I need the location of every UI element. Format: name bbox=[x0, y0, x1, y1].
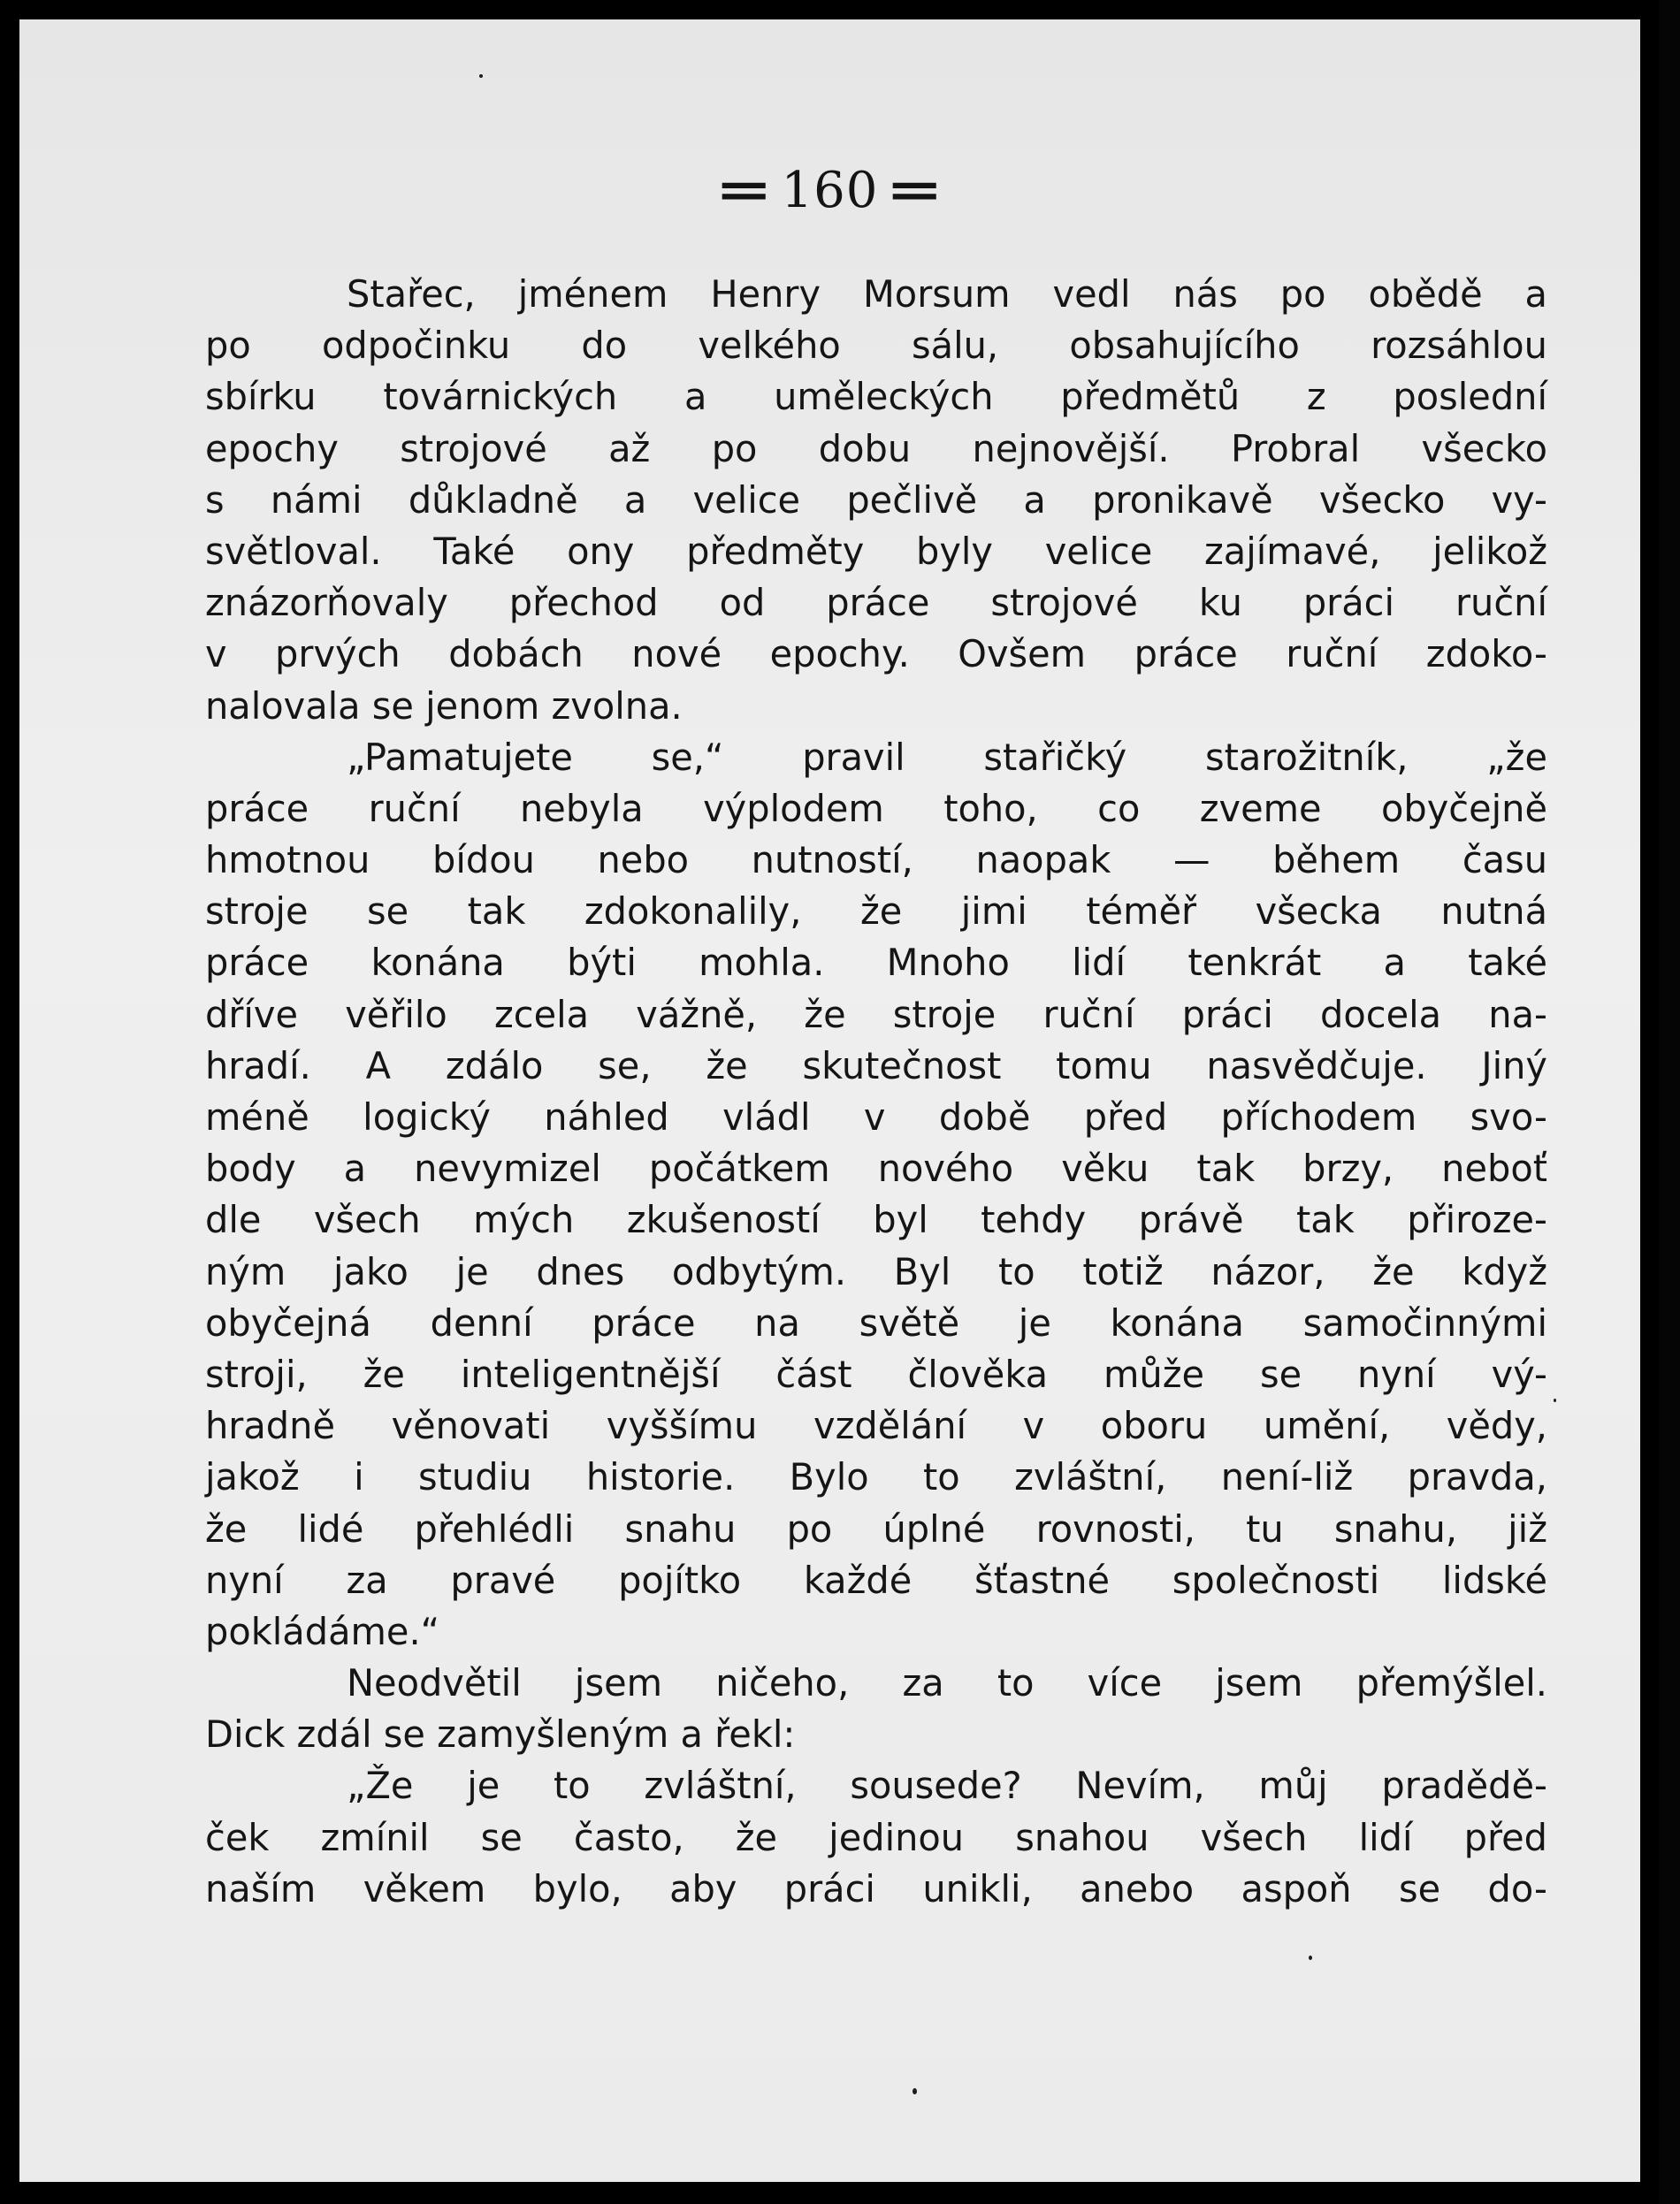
body-text bbox=[205, 269, 1547, 1915]
text-line: jakož i studiu historie. Bylo to zvláštní, není-liž pravda, bbox=[205, 1455, 1547, 1499]
header-ornament-right: = bbox=[885, 161, 945, 219]
text-line: světloval. Také ony předměty byly velice zajímavé, jelikož bbox=[205, 529, 1547, 573]
text-line: po odpočinku do velkého sálu, obsahujícího rozsáhlou bbox=[205, 324, 1547, 368]
text-line: ným jako je dnes odbytým. Byl to totiž názor, že když bbox=[205, 1249, 1547, 1293]
text-line: dle všech mých zkušeností byl tehdy právě tak přiroze- bbox=[205, 1198, 1547, 1242]
print-speck bbox=[913, 2088, 917, 2094]
text-line: hmotnou bídou nebo nutností, naopak — během času bbox=[205, 838, 1547, 882]
header-ornament-left: = bbox=[714, 161, 775, 219]
text-line: že lidé přehlédli snahu po úplné rovnosti, tu snahu, již bbox=[205, 1506, 1547, 1551]
text-line: Stařec, jménem Henry Morsum vedl nás po obědě a bbox=[347, 272, 1547, 316]
text-line: méně logický náhled vládl v době před příchodem svo- bbox=[205, 1095, 1547, 1139]
text-line: nalovala se jenom zvolna. bbox=[205, 683, 683, 728]
text-line: práce konána býti mohla. Mnoho lidí tenkrát a také bbox=[205, 941, 1547, 985]
text-line: epochy strojové až po dobu nejnovější. Probral všecko bbox=[205, 426, 1547, 470]
print-speck bbox=[1554, 1399, 1556, 1402]
text-line: s námi důkladně a velice pečlivě a pronikavě všecko vy- bbox=[205, 477, 1547, 522]
text-line: naším věkem bylo, aby práci unikli, anebo aspoň se do- bbox=[205, 1866, 1547, 1910]
page-number-header bbox=[19, 161, 1640, 219]
text-line: práce ruční nebyla výplodem toho, co zveme obyčejně bbox=[205, 786, 1547, 830]
text-line: ček zmínil se často, že jedinou snahou všech lidí před bbox=[205, 1815, 1547, 1859]
print-speck bbox=[479, 74, 483, 78]
text-line: „Že je to zvláštní, sousede? Nevím, můj pradědě- bbox=[347, 1764, 1547, 1808]
text-line: stroje se tak zdokonalily, že jimi téměř všecka nutná bbox=[205, 889, 1547, 934]
text-line: dříve věřilo zcela vážně, že stroje ruční práci docela na- bbox=[205, 992, 1547, 1036]
text-line: znázorňovaly přechod od práce strojové ku práci ruční bbox=[205, 581, 1547, 625]
text-line: Neodvětil jsem ničeho, za to více jsem přemýšlel. bbox=[347, 1661, 1547, 1705]
text-line: obyčejná denní práce na světě je konána samočinnými bbox=[205, 1300, 1547, 1345]
text-line: nyní za pravé pojítko každé šťastné společnosti lidské bbox=[205, 1558, 1547, 1602]
text-line: pokládáme.“ bbox=[205, 1609, 440, 1653]
scan-border-right bbox=[1659, 0, 1680, 2204]
text-line: v prvých dobách nové epochy. Ovšem práce ruční zdoko- bbox=[205, 632, 1547, 676]
text-line: stroji, že inteligentnější část člověka může se nyní vý- bbox=[205, 1352, 1547, 1396]
print-speck bbox=[1309, 1956, 1312, 1960]
text-line: „Pamatujete se,“ pravil stařičký starožitník, „že bbox=[347, 735, 1547, 779]
text-line: body a nevymizel počátkem nového věku tak brzy, neboť bbox=[205, 1147, 1547, 1191]
book-page bbox=[19, 19, 1640, 2182]
text-line: sbírku továrnických a uměleckých předmětů z poslední bbox=[205, 375, 1547, 419]
page-number: 160 bbox=[781, 162, 879, 219]
text-line: hradí. A zdálo se, že skutečnost tomu nasvědčuje. Jiný bbox=[205, 1043, 1547, 1087]
text-line: Dick zdál se zamyšleným a řekl: bbox=[205, 1712, 796, 1757]
text-line: hradně věnovati vyššímu vzdělání v oboru umění, vědy, bbox=[205, 1404, 1547, 1448]
